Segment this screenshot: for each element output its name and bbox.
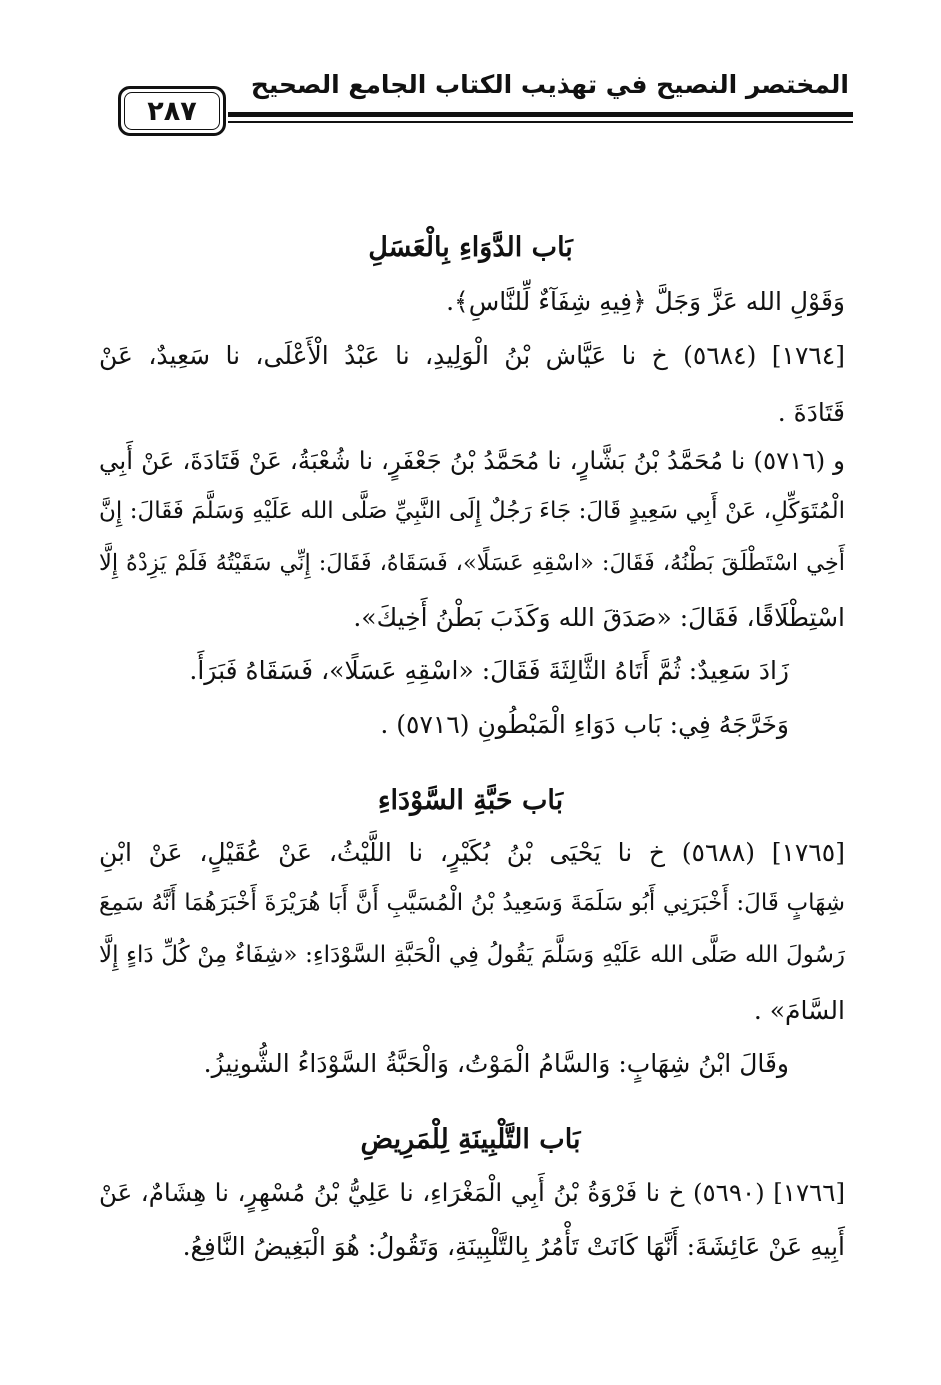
section-heading-talbina: بَاب التَّلْبِينَةِ لِلْمَرِيضِ bbox=[360, 1124, 581, 1155]
section-heading-honey: بَاب الدَّوَاءِ بِالْعَسَلِ bbox=[368, 232, 573, 263]
text-line: شِهَابٍ قَالَ: أَخْبَرَنِي أَبُو سَلَمَةَ وَسَعِيدُ بْنُ الْمُسَيَّبِ أَنَّ أَبَا هُرَيْرَةَ أَخْبَرَهُمَا أَنَّهُ سَمِعَ bbox=[99, 890, 845, 916]
header-rule-thick bbox=[228, 112, 853, 117]
text-line: زَادَ سَعِيدٌ: ثُمَّ أَتَاهُ الثَّالِثَةَ فَقَالَ: «اسْقِهِ عَسَلًا»، فَسَقَاهُ فَبَرَأَ. bbox=[189, 656, 789, 685]
section-heading-black-seed: بَاب حَبَّةِ السَّوْدَاءِ bbox=[377, 785, 564, 816]
text-line: قَتَادَةَ . bbox=[777, 398, 845, 427]
text-line: أَبِيهِ عَنْ عَائِشَةَ: أَنَّهَا كَانَتْ تَأْمُرُ بِالتَّلْبِينَةِ، وَتَقُولُ: هُوَ الْبَغِيضُ النَّافِعُ. bbox=[182, 1232, 845, 1261]
running-title: المختصر النصيح في تهذيب الكتاب الجامع الصحيح bbox=[250, 70, 849, 99]
text-line: وَخَرَّجَهُ فِي: بَاب دَوَاءِ الْمَبْطُونِ (٥٧١٦) . bbox=[380, 710, 789, 739]
text-line: السَّامَ» . bbox=[753, 996, 845, 1025]
text-line: [١٧٦٥] (٥٦٨٨) خ نا يَحْيَى بْنُ بُكَيْرٍ، نا اللَّيْثُ، عَنْ عُقَيْلٍ، عَنْ ابْنِ bbox=[99, 838, 845, 867]
text-line: اسْتِطْلَاقًا، فَقَالَ: «صَدَقَ الله وَكَذَبَ بَطْنُ أَخِيكَ». bbox=[353, 603, 845, 632]
text-line: [١٧٦٤] (٥٦٨٤) خ نا عَيَّاش بْنُ الْوَلِيدِ، نا عَبْدُ الْأَعْلَى، نا سَعِيدٌ، عَنْ bbox=[99, 341, 845, 370]
text-line: وَقَوْلِ الله عَزَّ وَجَلَّ ﴿فِيهِ شِفَآءٌ لِّلنَّاسِ﴾. bbox=[446, 287, 845, 316]
header-rule-thin bbox=[228, 121, 853, 123]
text-line: [١٧٦٦] (٥٦٩٠) خ نا فَرْوَةُ بْنُ أَبِي الْمَغْرَاءِ، نا عَلِيُّ بْنُ مُسْهِرٍ، نا هِشَامٌ، عَنْ bbox=[99, 1178, 845, 1207]
text-line: الْمُتَوَكِّلِ، عَنْ أَبِي سَعِيدٍ قَالَ: جَاءَ رَجُلٌ إِلَى النَّبِيِّ صَلَّى الله عَلَيْهِ وَسَلَّمَ فَقَالَ: إِنَّ bbox=[99, 498, 845, 524]
page-number-box bbox=[124, 92, 220, 130]
text-line: و (٥٧١٦) نا مُحَمَّدُ بْنُ بَشَّارٍ، نا مُحَمَّدُ بْنُ جَعْفَرٍ، نا شُعْبَةُ، عَنْ قَتَادَةَ، عَنْ أَبِي bbox=[99, 446, 845, 475]
text-line: أَخِي اسْتَطْلَقَ بَطْنُهُ، فَقَالَ: «اسْقِهِ عَسَلًا»، فَسَقَاهُ، فَقَالَ: إِنِّي سَقَيْتُهُ فَلَمْ يَزِدْهُ إِلَّا bbox=[99, 550, 845, 576]
text-line: رَسُولَ الله صَلَّى الله عَلَيْهِ وَسَلَّمَ يَقُولُ فِي الْحَبَّةِ السَّوْدَاءِ: «شِفَاءٌ مِنْ كُلِّ دَاءٍ إِلَّا bbox=[99, 942, 845, 968]
page-number: ٢٨٧ bbox=[147, 95, 197, 127]
text-line: وقَالَ ابْنُ شِهَابٍ: وَالسَّامُ الْمَوْتُ، وَالْحَبَّةُ السَّوْدَاءُ الشُّونِيزُ. bbox=[203, 1049, 789, 1078]
